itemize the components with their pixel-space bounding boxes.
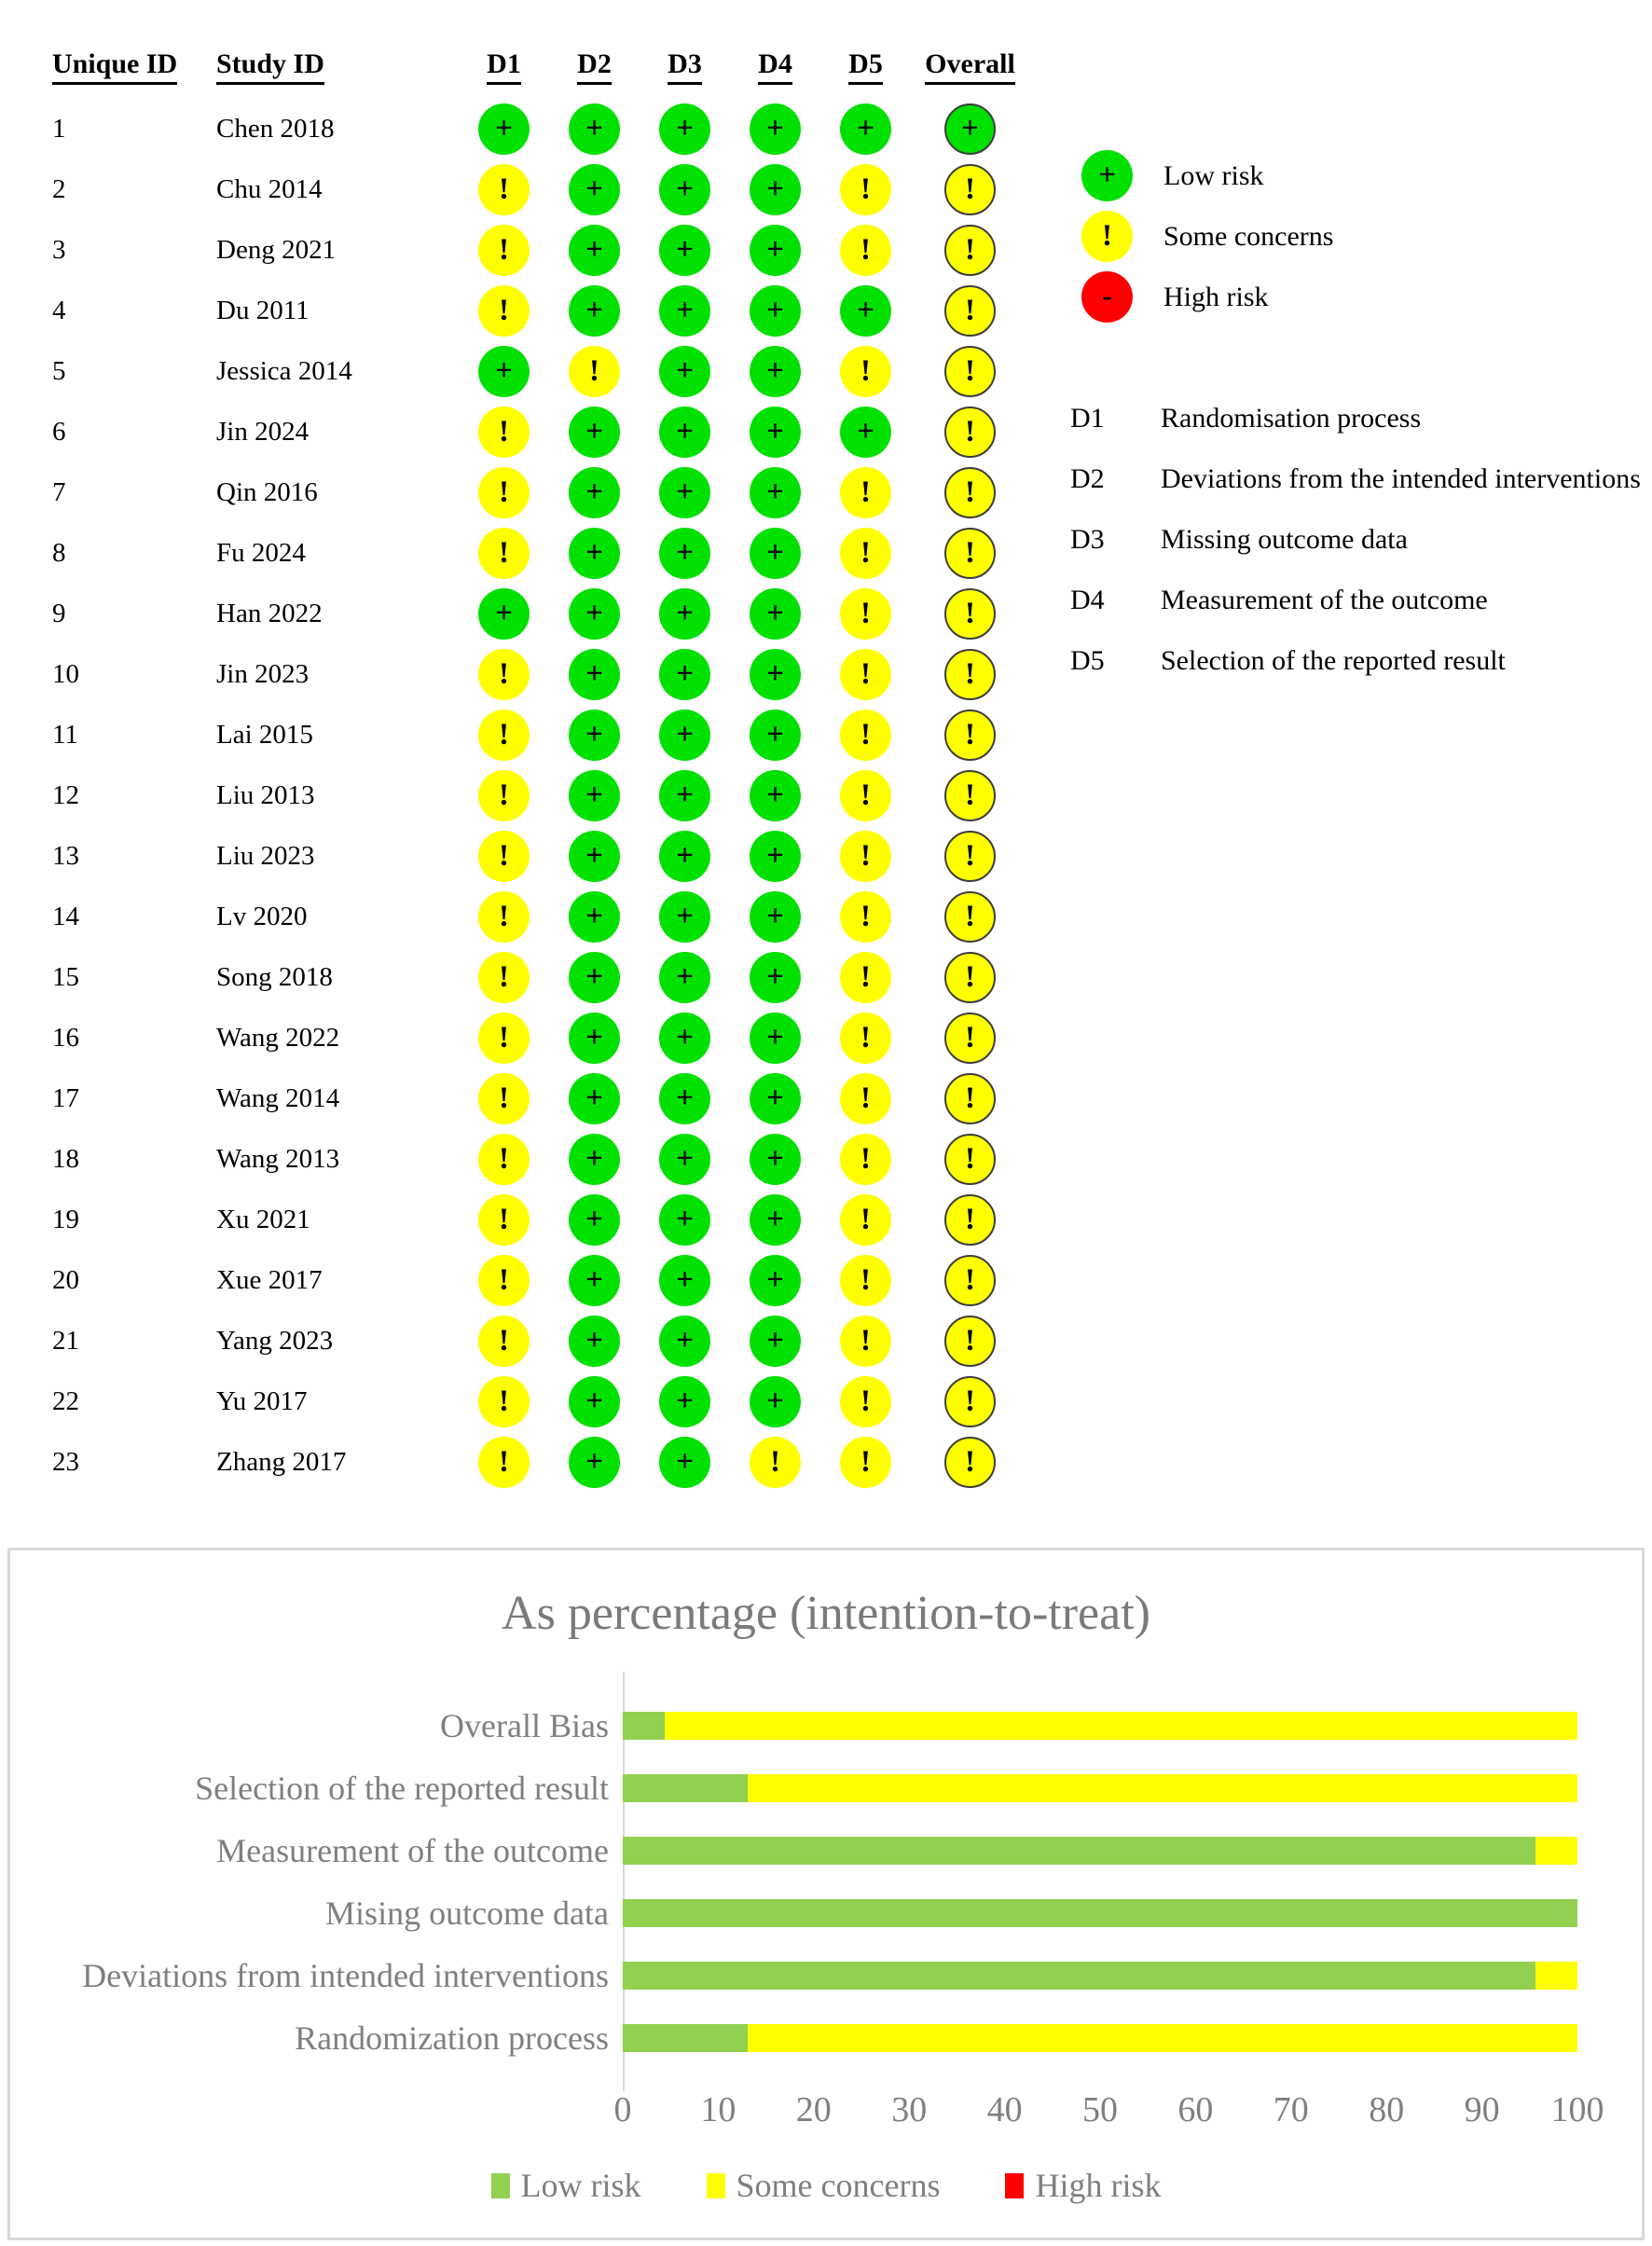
risk-legend-item-high: [1081, 271, 1269, 323]
risk-legend-label: Low risk: [1163, 159, 1264, 191]
bar-segment-some-concerns: [665, 1712, 1577, 1740]
unique-id-cell: 5: [52, 356, 66, 386]
study-id-cell: Lai 2015: [216, 720, 313, 750]
risk-legend-circle-some: !: [1081, 211, 1133, 262]
unique-id-cell: 13: [52, 841, 79, 871]
study-id-cell: Wang 2013: [216, 1144, 340, 1174]
column-header-overall: Overall: [925, 48, 1015, 85]
study-id-cell: Han 2022: [216, 599, 323, 628]
judgement-circle-overall: !: [944, 588, 996, 640]
table-row: [52, 523, 1044, 584]
judgement-circle-d1: !: [478, 164, 530, 215]
judgement-circle-d1: !: [478, 1376, 530, 1427]
unique-id-cell: 8: [52, 538, 66, 568]
judgement-circle-d3: +: [659, 588, 710, 640]
domain-description: Deviations from the intended interventions: [1161, 462, 1641, 494]
domain-legend-item-d1: [1070, 393, 1421, 444]
judgement-circle-overall: !: [944, 285, 996, 337]
judgement-circle-d2: +: [569, 225, 620, 276]
bar-segment-low-risk: [623, 1774, 748, 1802]
judgement-circle-d2: +: [569, 891, 620, 943]
judgement-circle-overall: !: [944, 891, 996, 943]
domain-code: D4: [1070, 584, 1105, 615]
judgement-circle-overall: !: [944, 346, 996, 397]
judgement-circle-d3: +: [659, 891, 710, 943]
judgement-circle-d3: +: [659, 770, 710, 821]
judgement-circle-d4: +: [750, 649, 801, 700]
bar-row: [623, 1899, 1577, 1927]
judgement-circle-d1: !: [478, 1255, 530, 1306]
x-axis-tick: 90: [1464, 2090, 1500, 2129]
judgement-circle-d1: !: [478, 1437, 530, 1488]
bar-segment-some-concerns: [1535, 1962, 1577, 1990]
unique-id-cell: 17: [52, 1083, 79, 1113]
judgement-circle-d5: !: [840, 952, 891, 1003]
x-axis-tick: 40: [986, 2090, 1023, 2129]
judgement-circle-d4: +: [750, 528, 801, 579]
judgement-circle-d3: +: [659, 346, 710, 397]
bar-segment-some-concerns: [1535, 1837, 1577, 1865]
column-header-unique-id: Unique ID: [52, 48, 216, 85]
judgement-circle-overall: !: [944, 528, 996, 579]
category-label: Randomization process: [295, 2019, 609, 2057]
judgement-circle-overall: +: [944, 103, 996, 155]
table-row: [52, 705, 1044, 765]
table-row: [52, 644, 1044, 705]
judgement-circle-d4: +: [750, 1013, 801, 1064]
judgement-circle-d2: +: [569, 1013, 620, 1064]
judgement-circle-d1: !: [478, 1194, 530, 1246]
column-header-d4: D4: [758, 48, 792, 85]
table-row: [52, 462, 1044, 523]
judgement-circle-d3: +: [659, 467, 710, 518]
judgement-circle-d4: +: [750, 103, 801, 155]
judgement-circle-d5: !: [840, 346, 891, 397]
category-label: Mising outcome data: [325, 1895, 609, 1932]
judgement-circle-d2: +: [569, 1073, 620, 1124]
column-header-study-id: Study ID: [216, 48, 459, 85]
rob-rows: [0, 99, 1044, 1493]
unique-id-cell: 16: [52, 1023, 79, 1053]
study-id-cell: Jin 2023: [216, 659, 310, 689]
judgement-circle-d4: +: [750, 1073, 801, 1124]
legend-item-high-risk: [1005, 2166, 1161, 2205]
judgement-circle-d5: !: [840, 1376, 891, 1427]
judgement-circle-d4: +: [750, 891, 801, 943]
judgement-circle-overall: !: [944, 1316, 996, 1367]
table-row: [52, 765, 1044, 826]
judgement-circle-d3: +: [659, 649, 710, 700]
judgement-circle-d2: +: [569, 588, 620, 640]
judgement-circle-overall: !: [944, 649, 996, 700]
unique-id-cell: 7: [52, 477, 66, 507]
study-id-cell: Xu 2021: [216, 1205, 310, 1234]
judgement-circle-d1: !: [478, 770, 530, 821]
study-id-cell: Liu 2023: [216, 841, 315, 871]
domain-code: D1: [1070, 402, 1105, 434]
category-label: Selection of the reported result: [195, 1770, 609, 1807]
judgement-circle-d5: !: [840, 1073, 891, 1124]
percentage-bar-chart: [7, 1548, 1645, 2240]
x-axis-tick: 20: [795, 2090, 832, 2129]
table-row: [52, 947, 1044, 1008]
judgement-circle-d4: +: [750, 710, 801, 761]
study-id-cell: Zhang 2017: [216, 1447, 347, 1477]
legend-label: High risk: [1035, 2167, 1162, 2204]
domain-description: Measurement of the outcome: [1161, 584, 1488, 615]
study-id-cell: Deng 2021: [216, 235, 337, 265]
judgement-circle-d1: !: [478, 831, 530, 882]
column-header-d5: D5: [848, 48, 883, 85]
judgement-circle-d3: +: [659, 285, 710, 337]
judgement-circle-d3: +: [659, 952, 710, 1003]
judgement-circle-d1: !: [478, 1134, 530, 1185]
domain-description: Missing outcome data: [1161, 523, 1408, 555]
domain-description: Selection of the reported result: [1161, 644, 1506, 676]
judgement-circle-d2: +: [569, 1134, 620, 1185]
bar-segment-low-risk: [623, 1712, 665, 1740]
judgement-circle-d3: +: [659, 831, 710, 882]
column-header-d1: D1: [487, 48, 521, 85]
judgement-circle-d2: +: [569, 1437, 620, 1488]
unique-id-cell: 6: [52, 417, 66, 447]
bar-row: [623, 1712, 1577, 1740]
table-header-row: [52, 48, 1044, 99]
judgement-circle-d4: +: [750, 467, 801, 518]
judgement-circle-overall: !: [944, 164, 996, 215]
table-row: [52, 402, 1044, 462]
study-id-cell: Qin 2016: [216, 477, 318, 507]
unique-id-cell: 23: [52, 1447, 79, 1477]
judgement-circle-d4: +: [750, 952, 801, 1003]
judgement-circle-d5: !: [840, 891, 891, 943]
judgement-circle-d5: !: [840, 467, 891, 518]
domain-legend-item-d4: [1070, 574, 1488, 626]
x-axis-tick: 30: [891, 2090, 928, 2129]
judgement-circle-overall: !: [944, 1073, 996, 1124]
table-row: [52, 887, 1044, 947]
judgement-circle-d3: +: [659, 1134, 710, 1185]
judgement-circle-d3: +: [659, 528, 710, 579]
unique-id-cell: 11: [52, 720, 78, 750]
judgement-circle-overall: !: [944, 831, 996, 882]
judgement-circle-d1: !: [478, 1013, 530, 1064]
legend-label: Some concerns: [736, 2167, 941, 2204]
study-id-cell: Song 2018: [216, 962, 333, 992]
study-id-cell: Yang 2023: [216, 1326, 334, 1356]
judgement-circle-d1: !: [478, 1316, 530, 1367]
judgement-circle-d3: +: [659, 225, 710, 276]
judgement-circle-d5: !: [840, 649, 891, 700]
unique-id-cell: 4: [52, 296, 66, 325]
bar-segment-low-risk: [623, 1837, 1535, 1865]
x-axis-tick: 50: [1082, 2090, 1118, 2129]
study-id-cell: Liu 2013: [216, 780, 315, 810]
judgement-circle-d1: !: [478, 285, 530, 337]
domain-legend-item-d3: [1070, 514, 1408, 565]
table-row: [52, 1432, 1044, 1493]
judgement-circle-d3: +: [659, 1073, 710, 1124]
judgement-circle-overall: !: [944, 1437, 996, 1488]
unique-id-cell: 21: [52, 1326, 79, 1356]
table-row: [52, 1008, 1044, 1068]
table-row: [52, 220, 1044, 281]
judgement-circle-d4: +: [750, 1134, 801, 1185]
study-id-cell: Du 2011: [216, 296, 310, 325]
judgement-circle-d3: +: [659, 1013, 710, 1064]
bar-row: [623, 1837, 1577, 1865]
judgement-circle-overall: !: [944, 710, 996, 761]
judgement-circle-d4: +: [750, 831, 801, 882]
judgement-circle-d4: +: [750, 346, 801, 397]
unique-id-cell: 15: [52, 962, 79, 992]
x-axis-tick: 70: [1273, 2090, 1309, 2129]
judgement-circle-d5: !: [840, 528, 891, 579]
judgement-circle-overall: !: [944, 952, 996, 1003]
study-id-cell: Xue 2017: [216, 1265, 323, 1295]
judgement-circle-d2: +: [569, 285, 620, 337]
judgement-circle-d3: +: [659, 710, 710, 761]
judgement-circle-d4: +: [750, 1255, 801, 1306]
judgement-circle-overall: !: [944, 1134, 996, 1185]
risk-legend-circle-low: +: [1081, 150, 1133, 201]
judgement-circle-d4: !: [750, 1437, 801, 1488]
judgement-circle-overall: !: [944, 406, 996, 458]
judgement-circle-d5: +: [840, 406, 891, 458]
judgement-circle-d5: !: [840, 1134, 891, 1185]
judgement-circle-d1: +: [478, 588, 530, 640]
judgement-circle-d3: +: [659, 103, 710, 155]
chart-legend: [10, 2166, 1642, 2205]
judgement-circle-d3: +: [659, 1376, 710, 1427]
judgement-circle-d2: +: [569, 467, 620, 518]
judgement-circle-d1: !: [478, 528, 530, 579]
judgement-circle-d4: +: [750, 1376, 801, 1427]
judgement-circle-d2: !: [569, 346, 620, 397]
judgement-circle-d2: +: [569, 1255, 620, 1306]
judgement-circle-d2: +: [569, 952, 620, 1003]
category-label: Measurement of the outcome: [216, 1832, 609, 1869]
study-id-cell: Lv 2020: [216, 902, 308, 931]
x-axis-tick: 80: [1369, 2090, 1405, 2129]
bar-row: [623, 1962, 1577, 1990]
column-header-d3: D3: [668, 48, 702, 85]
domain-legend-item-d2: [1070, 453, 1641, 504]
bar-row: [623, 1774, 1577, 1802]
risk-legend-item-some: [1081, 211, 1333, 262]
risk-legend-circle-high: -: [1081, 271, 1133, 323]
bar-segment-low-risk: [623, 1899, 1577, 1927]
judgement-circle-d4: +: [750, 1316, 801, 1367]
table-row: [52, 1190, 1044, 1250]
legend-label: Low risk: [520, 2167, 641, 2204]
judgement-circle-d3: +: [659, 1437, 710, 1488]
risk-legend-label: Some concerns: [1163, 220, 1334, 252]
legend-color-swatch: [707, 2173, 725, 2198]
judgement-circle-overall: !: [944, 770, 996, 821]
judgement-circle-d5: !: [840, 1255, 891, 1306]
domain-code: D5: [1070, 644, 1105, 676]
table-row: [52, 1129, 1044, 1190]
legend-color-swatch: [1005, 2173, 1024, 2198]
x-axis-tick: 0: [613, 2090, 632, 2129]
unique-id-cell: 20: [52, 1265, 79, 1295]
judgement-circle-d5: !: [840, 1316, 891, 1367]
domain-code: D2: [1070, 462, 1105, 494]
study-id-cell: Chu 2014: [216, 174, 323, 204]
judgement-circle-d1: !: [478, 891, 530, 943]
domain-code: D3: [1070, 523, 1105, 555]
table-row: [52, 1068, 1044, 1129]
judgement-circle-d4: +: [750, 164, 801, 215]
table-row: [52, 341, 1044, 402]
judgement-circle-overall: !: [944, 1013, 996, 1064]
bar-segment-low-risk: [623, 2024, 748, 2052]
judgement-circle-d5: !: [840, 164, 891, 215]
judgement-circle-d1: !: [478, 649, 530, 700]
study-id-cell: Chen 2018: [216, 114, 335, 144]
table-row: [52, 99, 1044, 159]
judgement-circle-d3: +: [659, 1316, 710, 1367]
judgement-circle-d2: +: [569, 1376, 620, 1427]
bar-row: [623, 2024, 1577, 2052]
judgement-circle-d2: +: [569, 164, 620, 215]
study-id-cell: Wang 2014: [216, 1083, 340, 1113]
column-header-d2: D2: [577, 48, 612, 85]
chart-title: As percentage (intention-to-treat): [502, 1587, 1150, 1640]
judgement-circle-d5: +: [840, 285, 891, 337]
category-label: Overall Bias: [440, 1707, 609, 1744]
unique-id-cell: 14: [52, 902, 79, 931]
bar-segment-low-risk: [623, 1962, 1535, 1990]
domain-legend-item-d5: [1070, 635, 1506, 686]
unique-id-cell: 1: [52, 114, 66, 144]
study-id-cell: Fu 2024: [216, 538, 306, 568]
judgement-circle-d1: !: [478, 710, 530, 761]
unique-id-cell: 3: [52, 235, 66, 265]
judgement-circle-d3: +: [659, 1194, 710, 1246]
judgement-circle-d2: +: [569, 1316, 620, 1367]
risk-legend-label: High risk: [1163, 281, 1269, 312]
x-axis-tick: 60: [1177, 2090, 1214, 2129]
table-row: [52, 159, 1044, 220]
traffic-light-plot: [0, 48, 1044, 1493]
table-row: [52, 1371, 1044, 1432]
judgement-circle-d1: !: [478, 1073, 530, 1124]
judgement-circle-d2: +: [569, 528, 620, 579]
unique-id-cell: 22: [52, 1386, 79, 1416]
judgement-circle-d3: +: [659, 406, 710, 458]
unique-id-cell: 19: [52, 1205, 79, 1234]
judgement-circle-d4: +: [750, 225, 801, 276]
judgement-circle-d4: +: [750, 285, 801, 337]
judgement-circle-d3: +: [659, 164, 710, 215]
domain-description: Randomisation process: [1161, 402, 1422, 434]
risk-legend-item-low: [1081, 150, 1264, 201]
table-row: [52, 281, 1044, 341]
judgement-circle-d5: !: [840, 1194, 891, 1246]
judgement-circle-overall: !: [944, 467, 996, 518]
bar-segment-some-concerns: [748, 1774, 1577, 1802]
judgement-circle-d1: !: [478, 225, 530, 276]
x-axis-tick: 100: [1550, 2090, 1604, 2129]
judgement-circle-d2: +: [569, 649, 620, 700]
judgement-circle-d3: +: [659, 1255, 710, 1306]
table-row: [52, 1250, 1044, 1311]
judgement-circle-d1: +: [478, 346, 530, 397]
judgement-circle-d4: +: [750, 588, 801, 640]
judgement-circle-d4: +: [750, 1194, 801, 1246]
judgement-circle-d1: +: [478, 103, 530, 155]
judgement-circle-overall: !: [944, 1376, 996, 1427]
study-id-cell: Wang 2022: [216, 1023, 340, 1053]
unique-id-cell: 2: [52, 174, 66, 204]
judgement-circle-d2: +: [569, 710, 620, 761]
table-row: [52, 1311, 1044, 1371]
judgement-circle-d2: +: [569, 770, 620, 821]
bar-segment-some-concerns: [748, 2024, 1577, 2052]
judgement-circle-d5: !: [840, 710, 891, 761]
judgement-circle-overall: !: [944, 1255, 996, 1306]
judgement-circle-d5: !: [840, 1437, 891, 1488]
judgement-circle-d4: +: [750, 770, 801, 821]
judgement-circle-d5: !: [840, 588, 891, 640]
legend-item-low-risk: [491, 2166, 641, 2205]
judgement-circle-d2: +: [569, 831, 620, 882]
unique-id-cell: 9: [52, 599, 66, 628]
judgement-circle-d4: +: [750, 406, 801, 458]
study-id-cell: Yu 2017: [216, 1386, 308, 1416]
judgement-circle-d2: +: [569, 1194, 620, 1246]
legend-item-some-concerns: [707, 2166, 941, 2205]
x-axis-tick: 10: [700, 2090, 737, 2129]
category-label: Deviations from intended interventions: [82, 1957, 609, 1994]
study-id-cell: Jin 2024: [216, 417, 310, 447]
judgement-circle-d1: !: [478, 952, 530, 1003]
judgement-circle-d5: !: [840, 770, 891, 821]
judgement-circle-d1: !: [478, 406, 530, 458]
table-row: [52, 584, 1044, 644]
table-row: [52, 826, 1044, 887]
judgement-circle-d1: !: [478, 467, 530, 518]
judgement-circle-overall: !: [944, 1194, 996, 1246]
judgement-circle-d2: +: [569, 406, 620, 458]
unique-id-cell: 12: [52, 780, 79, 810]
judgement-circle-d5: !: [840, 831, 891, 882]
judgement-circle-overall: !: [944, 225, 996, 276]
unique-id-cell: 10: [52, 659, 79, 689]
judgement-circle-d2: +: [569, 103, 620, 155]
judgement-circle-d5: !: [840, 1013, 891, 1064]
unique-id-cell: 18: [52, 1144, 79, 1174]
study-id-cell: Jessica 2014: [216, 356, 352, 386]
legend-color-swatch: [491, 2173, 510, 2198]
judgement-circle-d5: !: [840, 225, 891, 276]
judgement-circle-d5: +: [840, 103, 891, 155]
